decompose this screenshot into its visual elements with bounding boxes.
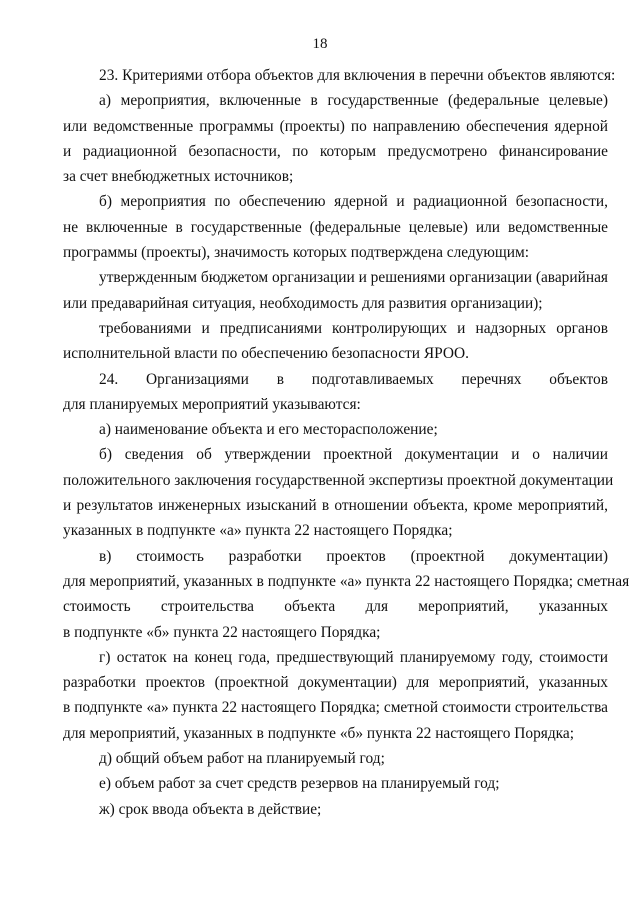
text-line: 24. Организациями в подготавливаемых перечнях объектов bbox=[99, 370, 608, 388]
text-line: в) стоимость разработки проектов (проектной документации) bbox=[99, 547, 608, 565]
paragraph-23 bbox=[63, 63, 616, 88]
text-line: для мероприятий, указанных в подпункте «б» пункта 22 настоящего Порядка; bbox=[63, 724, 575, 742]
paragraph-24-b bbox=[63, 442, 614, 543]
paragraph-23-b-requirements bbox=[63, 316, 608, 367]
text-line: в подпункте «б» пункта 22 настоящего Порядка; bbox=[63, 623, 381, 641]
text-line: а) мероприятия, включенные в государственные (федеральные целевые) bbox=[99, 92, 608, 110]
text-line: а) наименование объекта и его месторасположение; bbox=[99, 421, 438, 439]
text-line: д) общий объем работ на планируемый год; bbox=[99, 750, 385, 768]
text-line: положительного заключения государственной экспертизы проектной документации bbox=[63, 471, 614, 489]
paragraph-24-v bbox=[63, 544, 630, 645]
page-number: 18 bbox=[312, 36, 328, 52]
paragraph-24-d bbox=[63, 746, 608, 771]
text-line: исполнительной власти по обеспечению безопасности ЯРОО. bbox=[63, 345, 469, 363]
text-line: ж) срок ввода объекта в действие; bbox=[99, 800, 322, 818]
text-line: в подпункте «а» пункта 22 настоящего Порядка; сметной стоимости строительства bbox=[63, 699, 608, 717]
text-line: г) остаток на конец года, предшествующий планируемому году, стоимости bbox=[99, 648, 608, 666]
text-line: или предаварийная ситуация, необходимость для развития организации); bbox=[63, 294, 543, 312]
paragraph-24-zh bbox=[63, 797, 608, 822]
text-line: для мероприятий, указанных в подпункте «а» пункта 22 настоящего Порядка; сметная bbox=[63, 572, 630, 590]
paragraph-24 bbox=[63, 367, 608, 418]
text-line: требованиями и предписаниями контролирующих и надзорных органов bbox=[99, 319, 608, 337]
paragraph-24-g bbox=[63, 645, 608, 746]
text-line: стоимость строительства объекта для мероприятий, указанных bbox=[63, 598, 608, 616]
text-line: для планируемых мероприятий указываются: bbox=[63, 395, 361, 413]
text-line: и результатов инженерных изысканий в отношении объекта, кроме мероприятий, bbox=[63, 497, 608, 515]
paragraph-23-a bbox=[63, 88, 608, 189]
text-line: или ведомственные программы (проекты) по направлению обеспечения ядерной bbox=[63, 117, 608, 135]
text-line: и радиационной безопасности, по которым предусмотрено финансирование bbox=[63, 142, 608, 160]
text-line: разработки проектов (проектной документации) для мероприятий, указанных bbox=[63, 674, 608, 692]
paragraph-23-b-budget bbox=[63, 265, 608, 316]
text-line: указанных в подпункте «а» пункта 22 настоящего Порядка; bbox=[63, 522, 453, 540]
text-line: программы (проекты), значимость которых подтверждена следующим: bbox=[63, 244, 530, 262]
paragraph-23-b bbox=[63, 189, 608, 265]
document-body bbox=[63, 63, 630, 822]
text-line: не включенные в государственные (федеральные целевые) или ведомственные bbox=[63, 218, 608, 236]
paragraph-24-a bbox=[63, 417, 608, 442]
paragraph-24-e bbox=[63, 771, 608, 796]
text-line: 23. Критериями отбора объектов для включения в перечни объектов являются: bbox=[99, 67, 616, 84]
text-line: б) мероприятия по обеспечению ядерной и радиационной безопасности, bbox=[99, 193, 608, 211]
text-line: е) объем работ за счет средств резервов на планируемый год; bbox=[99, 775, 500, 793]
text-line: б) сведения об утверждении проектной документации и о наличии bbox=[99, 446, 608, 464]
text-line: утвержденным бюджетом организации и решениями организации (аварийная bbox=[99, 269, 608, 287]
text-line: за счет внебюджетных источников; bbox=[63, 168, 294, 186]
